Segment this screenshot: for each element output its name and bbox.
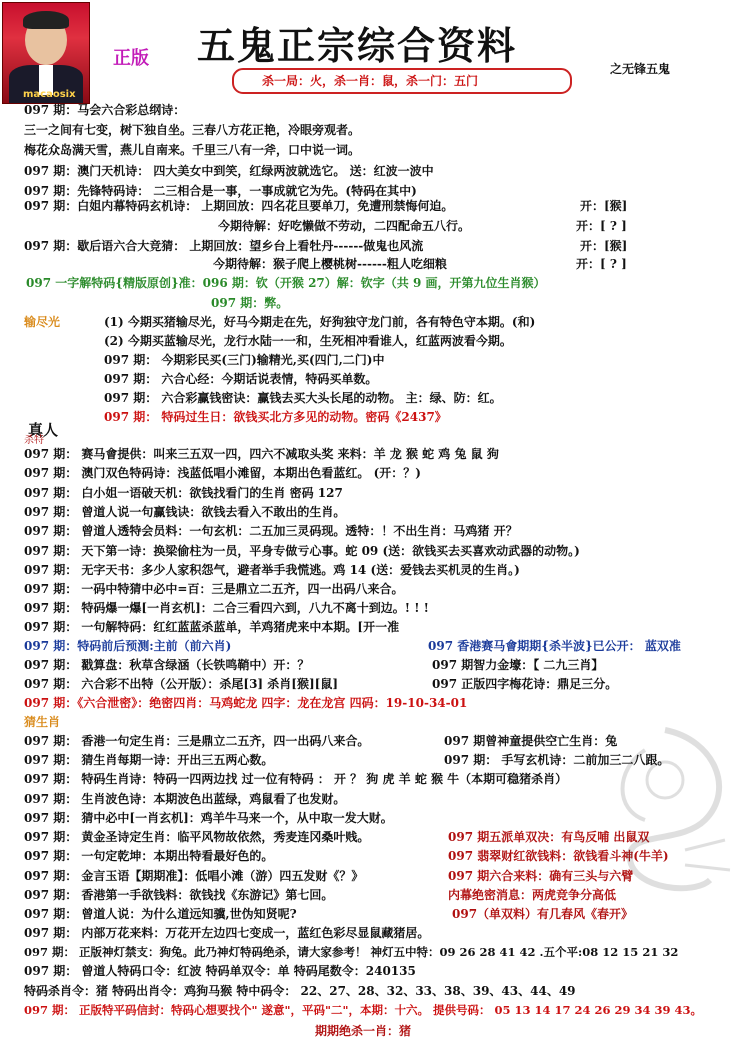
red-line-1: 097 期：《六合泄密》：绝密四肖：马鸡蛇龙 四字：龙在龙宫 四码：19-10-34-01 <box>24 696 468 710</box>
pair-2-right: 097 期智力金壕：【 二九三肖】 <box>432 658 604 672</box>
block2-line-9: 097 期： 特码爆一爆[一肖玄机]：二合三看四六到，八九不离十到边。! ! ! <box>24 601 429 615</box>
block3-1-left: 097 期： 香港一句定生肖：三是鼎立二五齐，四一出码八来合。 <box>24 734 370 748</box>
block3-2-right: 097 期： 手写玄机诗：二前加三二八跟。 <box>444 753 670 767</box>
block2-line-7: 097 期： 无字天书：多少人家积怨气，避者举手我慌逃。鸡 14 (送：爱钱去买机灵的生肖。) <box>24 563 520 577</box>
result-2: 开：[ ? ] <box>576 219 627 233</box>
block3-6-right: 097 期五派单双决：有鸟反哺 出鼠双 <box>448 830 650 844</box>
block4-line-2: 097 期： 正版神灯禁支：狗兔。此乃神灯特码绝杀，请大家参考！ 神灯五中特：09 26 28 41 42 .五个平:08 12 15 21 32 <box>24 945 679 959</box>
block4-line-4: 特码杀肖令：猪 特码出肖令：鸡狗马猴 特中码令： 22、27、28、32、33、38、39、43、44、49 <box>24 984 576 998</box>
block3-9-right: 内幕绝密消息：两虎竞争分高低 <box>448 888 617 902</box>
block3-10-right: 097（单双料）有几春风《春开》 <box>452 907 634 921</box>
avatar-caption: macaosix <box>23 89 76 100</box>
pair-1-left: 097 期：特码前后预测:主前（前六肖) <box>24 639 232 653</box>
block3-3-left: 097 期： 特码生肖诗：特码一四两边找 过一位有特码 ： 开 ？ 狗 虎 羊 蛇 猴 牛（本期可稳猪杀肖） <box>24 772 568 786</box>
block3-4-left: 097 期： 生肖波色诗：本期波色出蓝绿，鸡鼠看了也发财。 <box>24 792 346 806</box>
section-label-zodiac: 猜生肖 <box>24 715 61 729</box>
pair-3-right: 097 正版四字梅花诗：鼎足三分。 <box>432 677 618 691</box>
line-7: 今期待解：好吃懒做不劳动，二四配命五八行。 <box>218 219 471 233</box>
green-line: 097 一字解特码{精版原创}准：096 期：钦（开猴 27）解：钦字（共 9 画，开第九位生肖猴） <box>26 276 546 290</box>
block3-2-left: 097 期： 猜生肖每期一诗：开出三五两心数。 <box>24 753 274 767</box>
line-4: 097 期：澳门天机诗： 四大美女中到笑，红绿两波就选它。 送：红波一波中 <box>24 164 434 178</box>
line-3: 梅花众岛满天雪，燕儿自南来。千里三八有一斧，口中说一词。 <box>24 143 361 157</box>
block2-line-2: 097 期： 澳门双色特码诗：浅蓝低唱小滩留，本期出色看蓝红。 (开：？) <box>24 466 421 480</box>
block3-5-left: 097 期： 猜中必中[一肖玄机]：鸡羊牛马来一个，从中取一发大财。 <box>24 811 393 825</box>
block4-line-1: 097 期： 内部万花来料：万花开左边四七变成一，蓝红色彩尽显鼠藏猪居。 <box>24 926 430 940</box>
block3-9-left: 097 期： 香港第一手欲钱料：欲钱找《东游记》第七回。 <box>24 888 334 902</box>
block3-7-left: 097 期： 一句定乾坤：本期出特看最好色的。 <box>24 849 274 863</box>
dragon-watermark <box>585 720 745 920</box>
edition-label: 正版 <box>113 48 149 69</box>
result-3: 开：[猴] <box>580 239 628 253</box>
line-8: 097 期：歇后语六合大竞猜： 上期回放：望乡台上看牡丹------做鬼也风流 <box>24 239 424 253</box>
byline: 之无锋五鬼 <box>610 62 671 76</box>
block2-line-5: 097 期： 曾道人透特会员料：一句玄机：二五加三灵码现。透特：！不出生肖：马鸡猪 开？ <box>24 524 518 538</box>
block3-1-right: 097 期曾神童提供空亡生肖：兔 <box>444 734 618 748</box>
line-1: 097 期：马会六合彩总纲诗： <box>24 103 186 117</box>
block1-line-5: 097 期： 六合彩赢钱密诀：赢钱去买大头长尾的动物。 主：绿、防：红。 <box>104 391 502 405</box>
line-6: 097 期：白姐内幕特码玄机诗： 上期回放：四名花旦要单刀，免遭刑禁悔何迫。 <box>24 199 454 213</box>
red-line-2: 097 期： 正版特平码信封：特码心想要找个" 遂意"，平码"二"，本期：十六。 提供号码： 05 13 14 17 24 26 29 34 39 43。 <box>24 1003 703 1017</box>
section-label-losers: 输尽光 <box>24 315 61 329</box>
block3-8-right: 097 期六合来料：确有三头与六臂 <box>448 869 634 883</box>
page-title: 五鬼正宗综合资料 <box>197 23 518 68</box>
block1-line-1: (1) 今期买猪输尽光，好马今期走在先，好狗独守龙门前，各有特色守本期。(和) <box>104 315 536 329</box>
block4-line-3: 097 期： 曾道人特码口令：红波 特码单双令：单 特码尾数令：240135 <box>24 964 416 978</box>
result-4: 开：[ ? ] <box>576 257 627 271</box>
pair-3-left: 097 期： 六合彩不出特（公开版）：杀尾[3] 杀肖[猴][鼠] <box>24 677 338 691</box>
line-9: 今期待解：猴子爬上樱桃树------粗人吃细粮 <box>213 257 447 271</box>
block3-10-left: 097 期： 曾道人说：为什么道远知骥,世伪知贤呢? <box>24 907 297 921</box>
line-5: 097 期：先锋特码诗： 二三相合是一事，一事成就它为先。(特码在其中) <box>24 184 417 198</box>
line-2: 三一之间有七变，树下独自坐。三春八方花正艳，冷眼旁观者。 <box>24 123 361 137</box>
avatar <box>2 2 90 104</box>
block2-line-3: 097 期： 白小姐一语破天机：欲钱找看门的生肖 密码 127 <box>24 486 343 500</box>
pair-2-left: 097 期： 戳算盘：秋草含绿涵（长铁鸣鞘中）开：？ <box>24 658 310 672</box>
motto-text: 杀一局：火，杀一肖：鼠，杀一门：五门 <box>262 74 479 88</box>
block2-line-8: 097 期： 一码中特猜中必中=百：三是鼎立二五齐，四一出码八来合。 <box>24 582 404 596</box>
block1-line-4: 097 期： 六合心经：今期话说表情，特码买单数。 <box>104 372 378 386</box>
block2-line-10: 097 期： 一句解特码：红红蓝蓝杀蓝单，羊鸡猪虎来中本期。[开一准 <box>24 620 400 634</box>
section-label-sub: 杀特 <box>24 435 44 446</box>
avatar-hair <box>23 11 69 29</box>
block3-8-left: 097 期： 金言玉语【期期准】：低唱小滩（游）四五发财《？》 <box>24 869 364 883</box>
result-1: 开：[猴] <box>580 199 628 213</box>
pair-1-right: 097 香港赛马會期期{杀半波}已公开： 蓝双准 <box>428 639 681 653</box>
block1-line-3: 097 期： 今期彩民买(三门)输精光,买(四门,二门)中 <box>104 353 385 367</box>
section-label-real: 真人 <box>28 421 59 439</box>
block2-line-4: 097 期： 曾道人说一句赢钱诀：欲钱去看入不敢出的生肖。 <box>24 505 346 519</box>
block3-6-left: 097 期： 黄金圣诗定生肖：临平风物故依然，秀麦连冈桑叶贱。 <box>24 830 370 844</box>
footer-text: 期期绝杀一肖：猪 <box>315 1024 412 1038</box>
block1-line-2: (2) 今期买蓝输尽光，龙行水陆一一和，生死相冲看谁人，红蓝两波看今期。 <box>104 334 512 348</box>
green-line-2: 097 期：弊。 <box>211 296 289 310</box>
block2-line-1: 097 期： 赛马會提供：叫来三五双一四，四六不减取头奖 来料：羊 龙 猴 蛇 鸡 兔 鼠 狗 <box>24 447 499 461</box>
block1-line-6: 097 期： 特码过生日：欲钱买北方多见的动物。密码《2437》 <box>104 410 447 424</box>
block3-7-right: 097 翡翠财红欲钱料：欲钱看斗神(牛羊) <box>448 849 669 863</box>
block2-line-6: 097 期： 天下第一诗：换梁偷柱为一员，平身专做亏心事。蛇 09 (送：欲钱买去买喜欢动武器的动物。) <box>24 544 580 558</box>
